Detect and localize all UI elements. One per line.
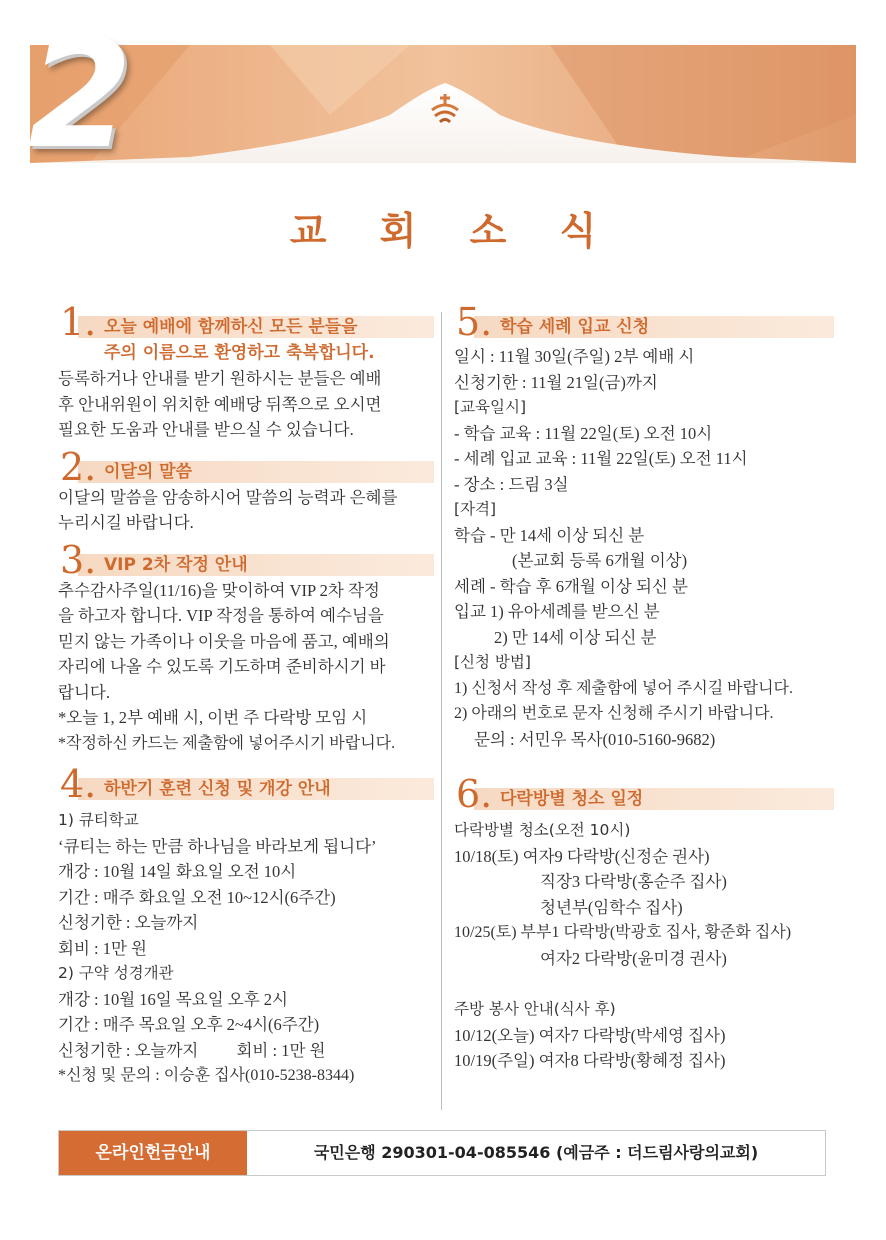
section-title: 하반기 훈련 신청 및 개강 안내 (104, 779, 331, 799)
section-cleaning (454, 772, 830, 1074)
section-welcome (58, 300, 430, 443)
schedule-line: 10/25(토) 부부1 다락방(박광호 집사, 황준화 집사) (454, 924, 792, 941)
body-line: 회비 : 1만 원 (58, 938, 147, 958)
body-line: - 세례 입교 교육 : 11월 22일(토) 오전 11시 (454, 449, 748, 468)
subheading: 주방 봉사 안내(식사 후) (454, 1000, 616, 1018)
section-number: 4. (60, 762, 97, 806)
body-line: - 장소 : 드림 3실 (454, 474, 569, 494)
body-line: 세례 - 학습 후 6개월 이상 되신 분 (454, 576, 688, 596)
body-line: 을 하고자 합니다. VIP 작정을 통하여 예수님을 (58, 606, 384, 625)
subheading: 1) 큐티학교 (58, 811, 139, 829)
page-title: 교 회 소 식 (289, 209, 617, 253)
body-line: 2) 만 14세 이상 되신 분 (494, 627, 657, 647)
body-line: 개강 : 10월 16일 목요일 오후 2시 (58, 989, 288, 1009)
subheading: 다락방별 청소(오전 10시) (454, 821, 631, 839)
section-title: 오늘 예배에 함께하신 모든 분들을 (104, 317, 358, 337)
section-number: 1. (60, 300, 97, 344)
section-vip (58, 537, 430, 757)
body-line: 누리시길 바랍니다. (58, 513, 194, 532)
section-training (58, 762, 430, 1089)
body-line: 입교 1) 유아세례를 받으신 분 (454, 602, 660, 621)
section-number: 5. (456, 300, 493, 344)
right-column (454, 300, 830, 1074)
schedule-line: 10/18(토) 여자9 다락방(신정순 권사) (454, 846, 710, 866)
body-line: 필요한 도움과 안내를 받으실 수 있습니다. (58, 420, 354, 439)
section-title: 이달의 말씀 (104, 461, 193, 482)
schedule-line: 청년부(임학수 집사) (540, 897, 683, 917)
body-line: 문의 : 서민우 목사(010-5160-9682) (474, 729, 716, 749)
note-line: *작정하신 카드는 제출함에 넣어주시기 바랍니다. (58, 734, 396, 752)
fee-text: 회비 : 1만 원 (236, 1040, 326, 1060)
body-line: 자리에 나올 수 있도록 기도하며 준비하시기 바 (58, 657, 386, 676)
section-number: 6. (456, 772, 493, 816)
body-line: 신청기한 : 오늘까지 (58, 913, 199, 932)
body-line: 기간 : 매주 화요일 오전 10~12시(6주간) (58, 887, 336, 907)
body-line: - 학습 교육 : 11월 22일(토) 오전 10시 (454, 423, 713, 443)
section-title: VIP 2차 작정 안내 (104, 554, 248, 575)
body-line: 추수감사주일(11/16)을 맞이하여 VIP 2차 작정 (58, 580, 380, 600)
body-line: 기간 : 매주 목요일 오후 2~4시(6주간) (58, 1015, 320, 1034)
section-monthly-word (58, 444, 430, 536)
body-line: 등록하거나 안내를 받기 원하시는 분들은 예배 (58, 369, 382, 388)
body-line: 개강 : 10월 14일 화요일 오전 10시 (58, 862, 297, 881)
subheading: 2) 구약 성경개관 (58, 964, 174, 982)
section-number: 2. (60, 444, 97, 489)
schedule-line: 10/19(주일) 여자8 다락방(황혜정 집사) (454, 1051, 726, 1070)
body-line: 이달의 말씀을 암송하시어 말씀의 능력과 은혜를 (58, 487, 398, 507)
schedule-line: 10/12(오늘) 여자7 다락방(박세영 집사) (454, 1025, 726, 1045)
section-number: 3. (60, 537, 97, 582)
section-title-line2: 주의 이름으로 환영하고 축복합니다. (104, 343, 375, 363)
body-line: 신청기한 : 11월 21일(금)까지 (454, 372, 658, 392)
page-number: 2 (28, 8, 127, 182)
section-title: 학습 세례 입교 신청 (500, 317, 650, 337)
column-divider (441, 312, 442, 1110)
subheading: [교육일시] (454, 398, 526, 416)
subheading: [자격] (454, 500, 497, 518)
online-offering-label: 온라인헌금안내 (59, 1131, 247, 1175)
body-line: 후 안내위원이 위치한 예배당 뒤쪽으로 오시면 (58, 394, 382, 414)
schedule-line: 여자2 다락방(윤미경 권사) (540, 948, 727, 968)
note-line: *신청 및 문의 : 이승훈 집사(010-5238-8344) (58, 1067, 355, 1084)
subheading: [신청 방법] (454, 653, 531, 671)
section-baptism (454, 300, 830, 752)
body-line: 1) 신청서 작성 후 제출함에 넣어 주시길 바랍니다. (454, 679, 793, 697)
body-line (58, 1038, 430, 1064)
schedule-line: 직장3 다락방(홍순주 집사) (540, 872, 727, 891)
church-emblem-icon (428, 92, 462, 124)
left-column (58, 300, 430, 1089)
body-line: 일시 : 11월 30일(주일) 2부 예배 시 (454, 347, 695, 366)
bank-account-info: 국민은행 290301-04-085546 (예금주 : 더드림사랑의교회) (313, 1143, 759, 1162)
section-title: 다락방별 청소 일정 (500, 789, 644, 809)
body-line: ‘큐티는 하는 만큼 하나님을 바라보게 됩니다’ (58, 836, 377, 856)
body-line: 2) 아래의 번호로 문자 신청해 주시기 바랍니다. (454, 705, 774, 722)
note-line: *오늘 1, 2부 예배 시, 이번 주 다락방 모임 시 (58, 708, 368, 727)
body-line: 믿지 않는 가족이나 이웃을 마음에 품고, 예배의 (58, 631, 390, 651)
body-line: 랍니다. (58, 682, 110, 702)
online-offering-box (58, 1130, 826, 1176)
body-line: (본교회 등록 6개월 이상) (512, 551, 688, 570)
deadline-text: 신청기한 : 오늘까지 (58, 1040, 199, 1060)
body-line: 학습 - 만 14세 이상 되신 분 (454, 525, 645, 545)
